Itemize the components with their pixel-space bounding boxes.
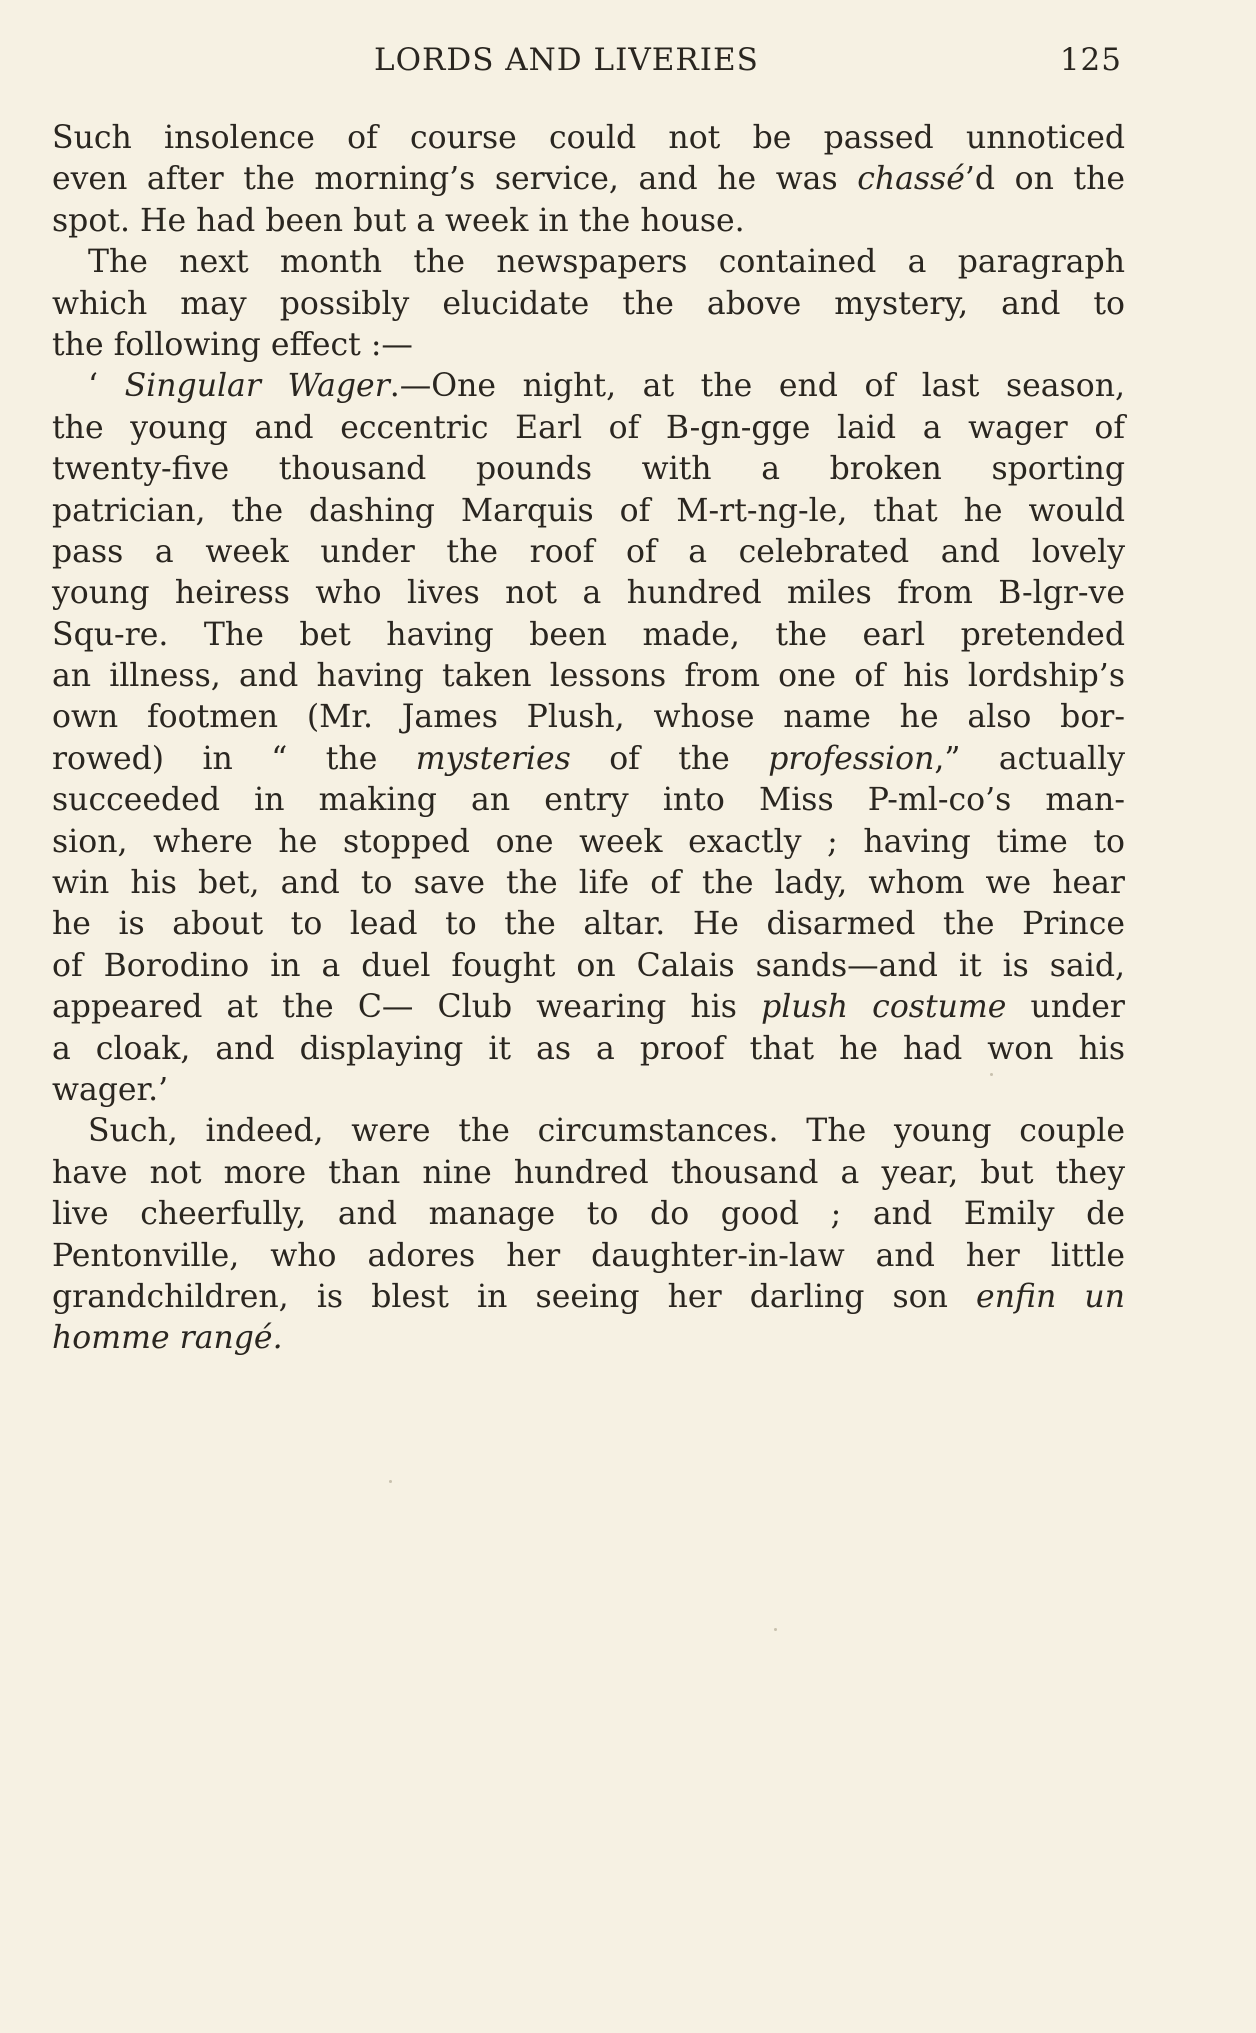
- italic-text: enfin un: [976, 1278, 1125, 1315]
- italic-text: plush costume: [761, 989, 1007, 1026]
- text-line: win his bet, and to save the life of the lady, whom we hear: [52, 865, 1125, 902]
- text-line: Pentonville, who adores her daughter-in-law and her little: [52, 1237, 1125, 1274]
- paper-speck: [774, 1628, 777, 1631]
- running-title: LORDS AND LIVERIES: [374, 42, 759, 78]
- italic-text: chassé: [857, 161, 965, 198]
- text-line: patrician, the dashing Marquis of M-rt-ng-le, that he would: [52, 492, 1125, 529]
- text-line: even after the morning’s service, and he was chassé’d on the: [52, 161, 1126, 198]
- text-line: grandchildren, is blest in seeing her darling son enfin un: [52, 1278, 1125, 1315]
- text-line: rowed) in “ the mysteries of the profession,” actually: [52, 740, 1125, 777]
- body-text: [52, 118, 1125, 1360]
- text-line: spot. He had been but a week in the house.: [52, 202, 745, 239]
- text-line: the following effect :—: [52, 326, 413, 363]
- paper-speck: [389, 1480, 392, 1483]
- italic-text: homme rangé.: [52, 1320, 283, 1357]
- text-line: succeeded in making an entry into Miss P-ml-co’s man-: [52, 782, 1125, 819]
- text-line: Such insolence of course could not be passed unnoticed: [52, 120, 1125, 156]
- paper-speck: [990, 1073, 993, 1076]
- italic-text: profession: [768, 740, 935, 777]
- text-line: an illness, and having taken lessons from one of his lordship’s: [52, 658, 1125, 695]
- text-line: sion, where he stopped one week exactly ; having time to: [52, 823, 1125, 860]
- text-line: twenty-five thousand pounds with a broken sporting: [52, 451, 1125, 488]
- italic-text: Singular Wager: [124, 368, 390, 405]
- italic-text: mysteries: [415, 740, 571, 777]
- text-line: wager.’: [52, 1071, 169, 1108]
- running-header: [52, 42, 1122, 86]
- text-line: the young and eccentric Earl of B-gn-gge laid a wager of: [52, 409, 1125, 446]
- text-line: young heiress who lives not a hundred miles from B-lgr-ve: [52, 575, 1125, 612]
- text-line: own footmen (Mr. James Plush, whose name he also bor-: [52, 699, 1125, 736]
- text-line: of Borodino in a duel fought on Calais sands—and it is said,: [52, 947, 1125, 984]
- text-line: pass a week under the roof of a celebrated and lovely: [52, 533, 1125, 570]
- text-line: which may possibly elucidate the above mystery, and to: [52, 285, 1125, 322]
- page-number: 125: [1059, 42, 1122, 78]
- text-line: appeared at the C— Club wearing his plush costume under: [52, 989, 1125, 1026]
- text-line: The next month the newspapers contained a paragraph: [88, 244, 1125, 281]
- text-line: live cheerfully, and manage to do good ; and Emily de: [52, 1196, 1125, 1233]
- text-line: ‘ Singular Wager.—One night, at the end of last season,: [88, 368, 1125, 405]
- text-line: a cloak, and displaying it as a proof that he had won his: [52, 1030, 1125, 1067]
- text-line: have not more than nine hundred thousand a year, but they: [52, 1154, 1125, 1191]
- text-line: Such, indeed, were the circumstances. The young couple: [88, 1113, 1125, 1150]
- text-line: [52, 1318, 1125, 1359]
- text-line: Squ-re. The bet having been made, the earl pretended: [52, 616, 1125, 653]
- text-line: he is about to lead to the altar. He disarmed the Prince: [52, 906, 1125, 943]
